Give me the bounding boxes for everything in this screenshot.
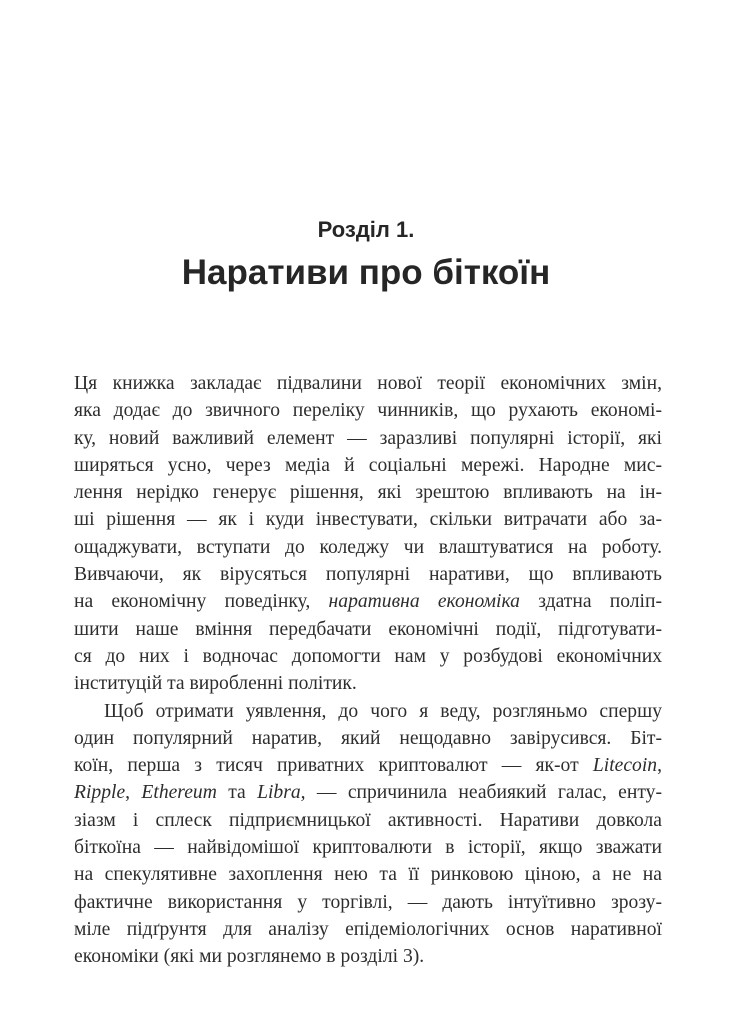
text-run: інституцій та виробленні політик.	[74, 673, 357, 695]
text-line	[74, 452, 662, 479]
text-run: — спричинила неабиякий галас, енту-	[305, 782, 662, 804]
text-line	[74, 670, 662, 697]
text-line	[74, 779, 662, 806]
text-run: на спекулятивне захоплення нею та її ринковою ціною, а не на	[74, 864, 662, 886]
text-run: ощаджувати, вступати до коледжу чи влаштуватися на роботу.	[74, 536, 662, 558]
text-line	[74, 698, 662, 725]
text-run: на економічну поведінку,	[74, 591, 329, 613]
italic-term: Ripple	[74, 782, 126, 804]
text-run: яка додає до звичного переліку чинників, що рухають економі-	[74, 400, 662, 422]
text-run: Щоб отримати уявлення, до чого я веду, розгляньмо спершу	[104, 700, 662, 722]
text-run: ,	[657, 755, 662, 777]
text-line	[74, 807, 662, 834]
chapter-number: Розділ 1.	[317, 217, 415, 242]
body-text	[74, 370, 662, 971]
text-run: здатна поліп-	[519, 591, 662, 613]
text-run: Ця книжка закладає підвалини нової теорії економічних змін,	[74, 373, 662, 394]
text-run: та	[216, 782, 258, 804]
text-line	[74, 889, 662, 916]
text-line	[74, 370, 662, 397]
italic-term: наративна економіка	[328, 591, 520, 613]
text-run: лення нерідко генерує рішення, які зрештою впливають на ін-	[74, 482, 662, 504]
text-line	[74, 479, 662, 506]
text-line	[74, 397, 662, 424]
text-run: шити наше вміння передбачати економічні події, підготувати-	[74, 618, 662, 640]
text-line	[74, 588, 662, 615]
text-line	[74, 725, 662, 752]
text-run: Вивчаючи, як вірусяться популярні наративи, що впливають	[74, 564, 662, 586]
text-line	[74, 861, 662, 888]
text-line	[74, 943, 662, 970]
text-run: фактичне використання у торгівлі, — дають інтуїтивно зрозу-	[74, 891, 662, 913]
text-line	[74, 616, 662, 643]
paragraph	[74, 698, 662, 971]
text-line	[74, 834, 662, 861]
text-run: ку, новий важливий елемент — заразливі популярні історії, які	[74, 427, 662, 449]
text-run: один популярний наратив, який нещодавно завірусився. Біт-	[74, 727, 662, 749]
text-line	[74, 752, 662, 779]
italic-term: Litecoin	[592, 755, 658, 777]
text-line	[74, 561, 662, 588]
text-run: ,	[125, 782, 142, 804]
italic-term: Libra,	[257, 782, 306, 804]
text-run: біткоїна — найвідомішої криптовалюти в історії, якщо зважати	[74, 837, 662, 859]
text-run: ся до них і водночас допомогти нам у розбудові економічних	[74, 645, 662, 667]
text-line	[74, 916, 662, 943]
text-run: коїн, перша з тисяч приватних криптовалют — як-от	[74, 755, 593, 777]
text-run: економіки (які ми розглянемо в розділі 3).	[74, 946, 425, 968]
text-line	[74, 643, 662, 670]
text-line	[74, 506, 662, 533]
text-run: міле підґрунтя для аналізу епідеміологічних основ наративної	[74, 918, 662, 940]
italic-term: Ethereum	[141, 782, 217, 804]
paragraph	[74, 370, 662, 698]
text-line	[74, 425, 662, 452]
text-run: ші рішення — як і куди інвестувати, скільки витрачати або за-	[74, 509, 662, 531]
text-run: зіазм і сплеск підприємницької активності. Наративи довкола	[74, 809, 662, 831]
text-line	[74, 534, 662, 561]
text-run: ширяться усно, через медіа й соціальні мережі. Народне мис-	[74, 454, 662, 476]
chapter-title: Наративи про біткоїн	[181, 253, 551, 292]
